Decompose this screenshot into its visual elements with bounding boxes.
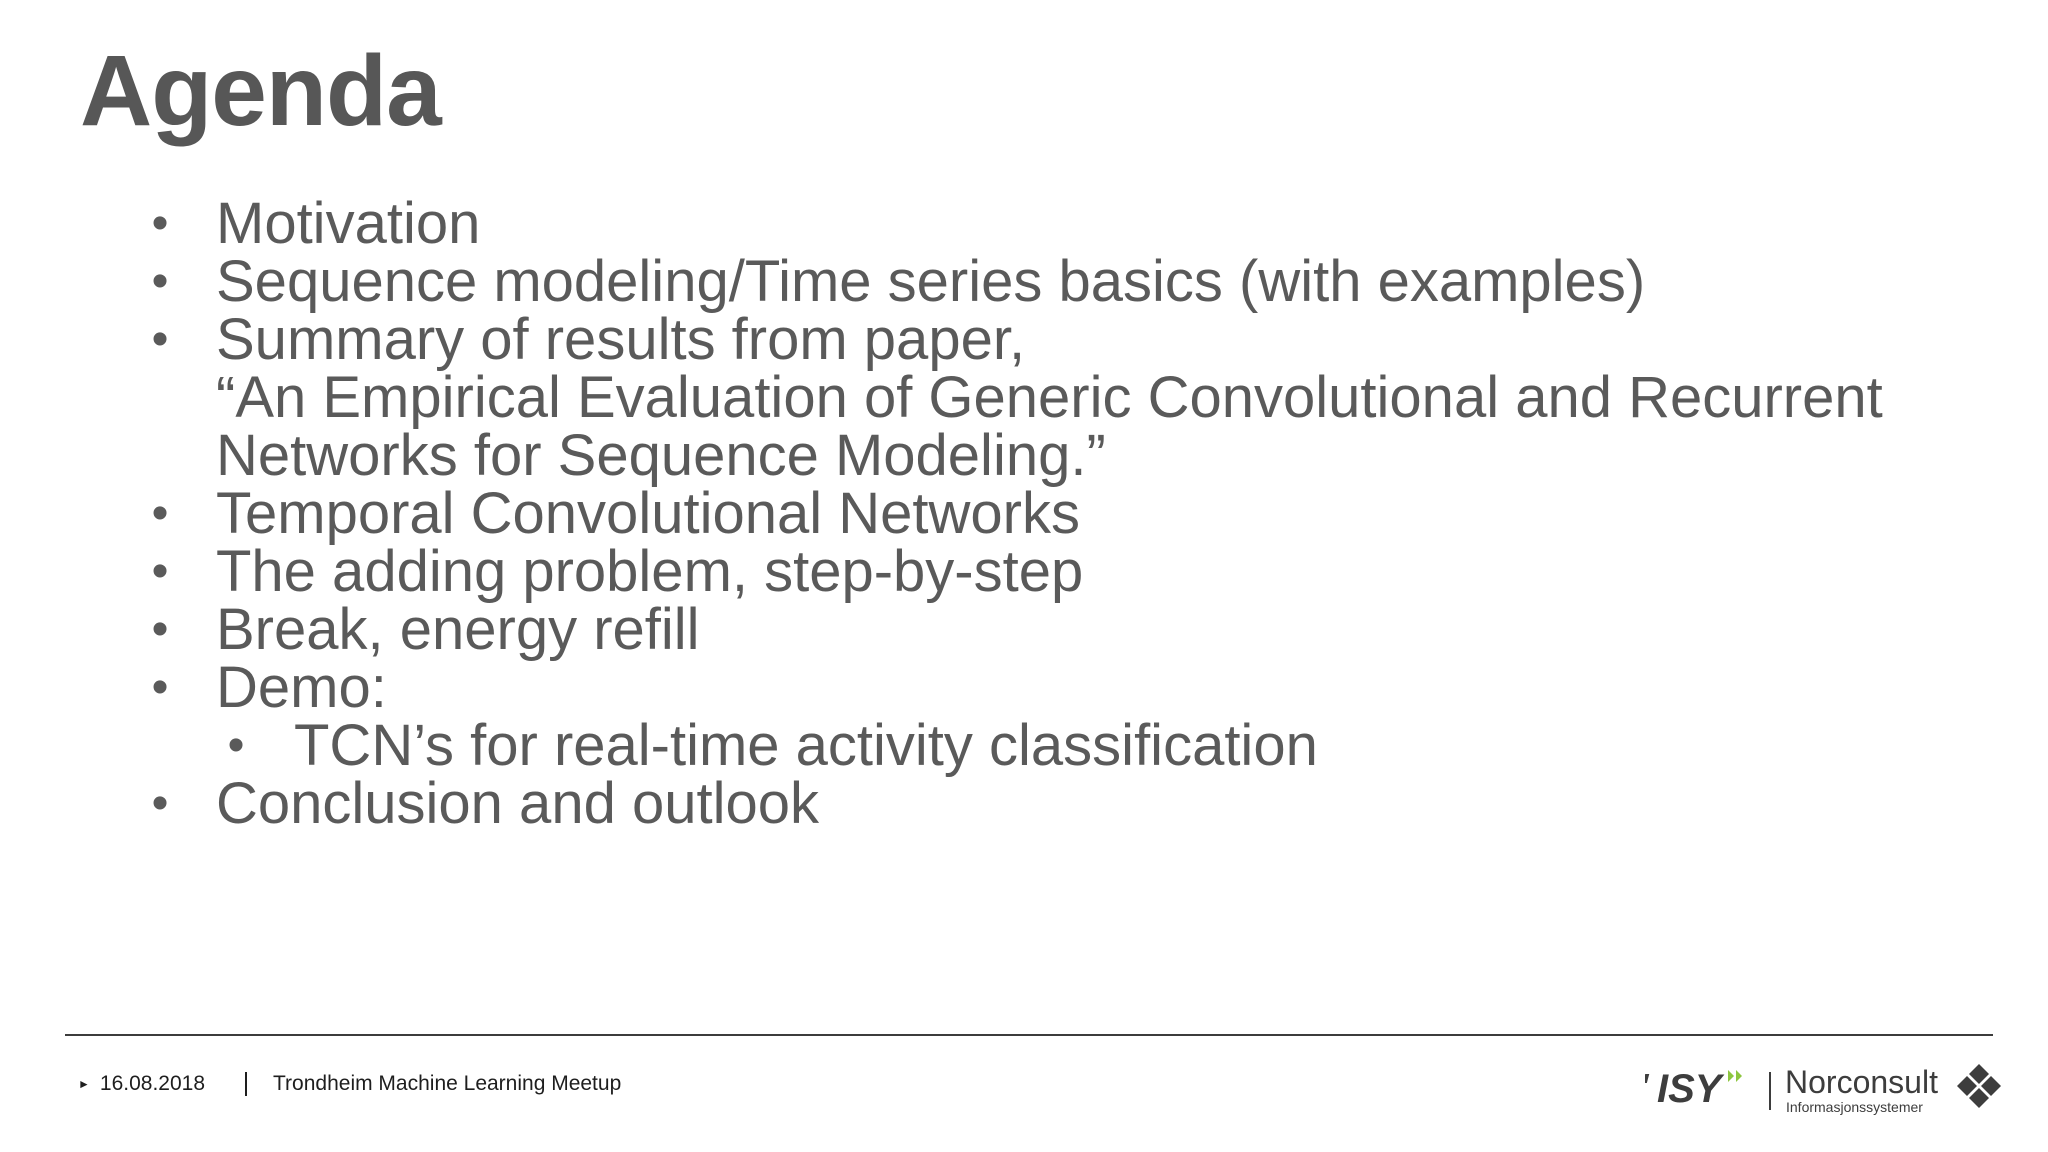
bullet-icon: • [151,313,169,366]
norconsult-diamond-icon [1957,1064,2001,1108]
footer-event: Trondheim Machine Learning Meetup [273,1072,622,1095]
agenda-item-text: The adding problem, step-by-step [216,539,1084,604]
agenda-item [140,771,1883,836]
footer-date: 16.08.2018 [99,1072,205,1095]
agenda-item-text: Sequence modeling/Time series basics (with examples) [216,249,1646,314]
footer-divider-line [65,1034,1993,1036]
norconsult-tagline: Informasjonssystemer [1786,1099,1923,1115]
footer-separator [245,1072,247,1096]
bullet-icon: • [227,719,245,772]
logo-separator [1769,1072,1771,1110]
slide-footer [78,1072,621,1096]
agenda-item [140,191,1883,256]
agenda-item-text: Break, energy refill [216,597,700,662]
isy-norconsult-logo [1645,1060,2005,1122]
agenda-list [140,191,1883,836]
agenda-item [140,481,1883,546]
bullet-icon: • [151,197,169,250]
slide-title: Agenda [80,35,441,147]
agenda-item-text: Temporal Convolutional Networks [216,481,1080,546]
agenda-item-text: Summary of results from paper, [216,307,1026,372]
bullet-icon: • [151,603,169,656]
bullet-icon: • [151,545,169,598]
bullet-icon: • [151,487,169,540]
agenda-item [140,249,1883,314]
bullet-icon: • [151,777,169,830]
agenda-item-text: Motivation [216,191,481,256]
agenda-item [140,597,1883,662]
agenda-item-text: Demo: [216,655,387,720]
agenda-item [140,655,1883,778]
agenda-item [140,539,1883,604]
agenda-subitem-text: TCN’s for real-time activity classification [294,713,1318,778]
bullet-icon: • [151,255,169,308]
isy-text: ISY [1657,1067,1722,1111]
norconsult-text: Norconsult [1785,1064,1938,1100]
play-arrow-icon: ► [78,1077,90,1091]
isy-logo-icon [1645,1067,1742,1111]
agenda-subitem [216,713,1883,778]
bullet-icon: • [151,661,169,714]
paper-title-line: “An Empirical Evaluation of Generic Convolutional and Recurrent [216,365,1883,430]
agenda-item-text: Conclusion and outlook [216,771,819,836]
agenda-item [140,307,1883,488]
paper-title-line: Networks for Sequence Modeling.” [216,423,1106,488]
